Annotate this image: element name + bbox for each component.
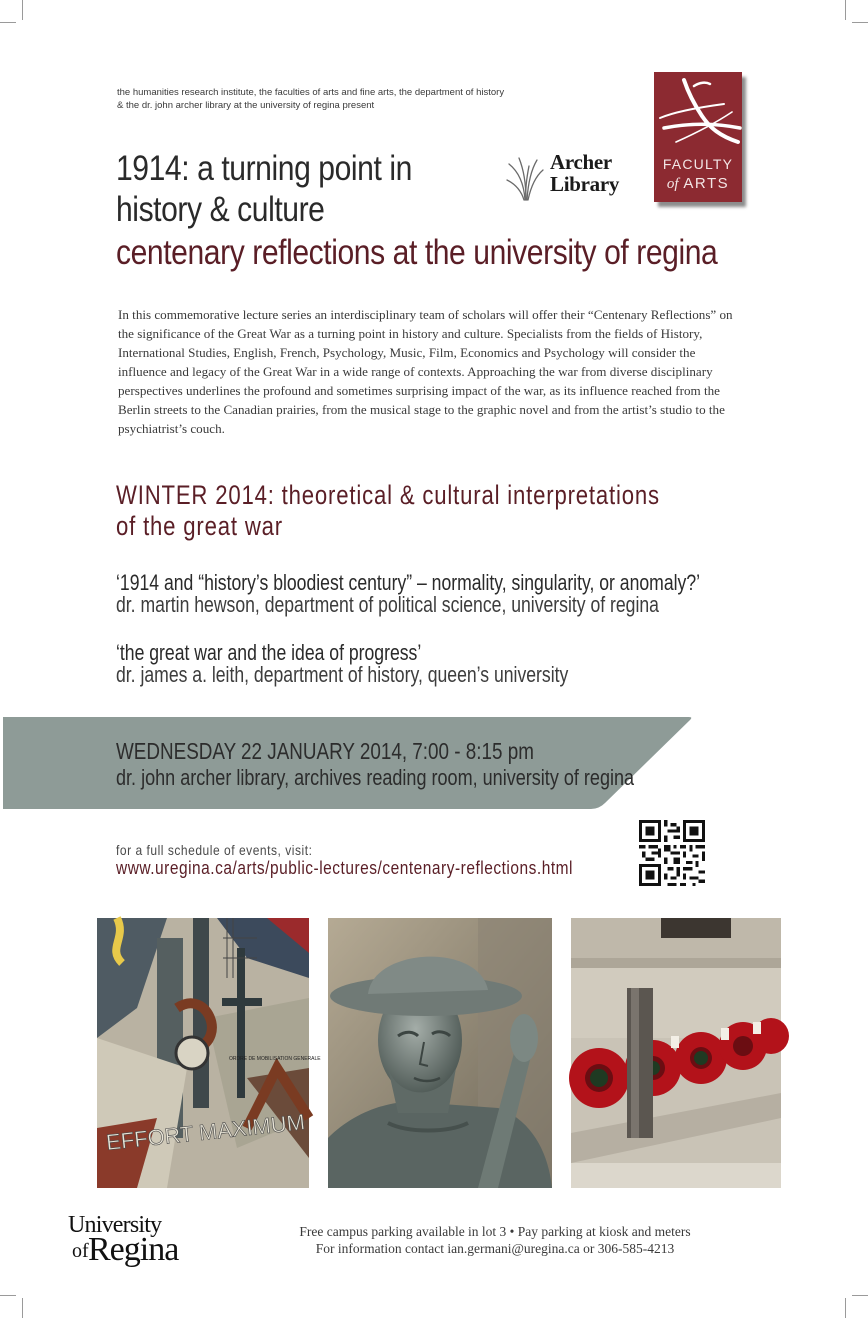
footer-contact-line: For information contact ian.germani@uregina.ca or 306-585-4213 <box>315 1241 675 1256</box>
lecture-title: ‘the great war and the idea of progress’ <box>116 640 422 665</box>
title-line: history & culture <box>116 190 325 229</box>
archer-library-wordmark <box>550 151 619 195</box>
series-heading <box>116 480 660 542</box>
lecture-speaker: dr. james a. leith, department of history, queen’s university <box>116 662 569 687</box>
crop-mark <box>0 1295 16 1296</box>
intro-paragraph: In this commemorative lecture series an interdisciplinary team of scholars will offer their “Centenary Reflections” on the significance of the Great War as a turning point in history and culture. Specialists from the fields of History, International Studies, English, French, Psychology, Music, Film, Economics and Psychology will consider the influence and legacy of the Great War in a wide range of contexts. Approaching the war from diverse disciplinary perspectives underlines the profound and sometimes surprising impact of the war, as its influence reached from the Berlin streets to the Canadian prairies, from the musical stage to the graphic novel and from the artist’s studio to the psychiatrist’s couch. <box>118 307 733 436</box>
faculty-arts-word: ARTS <box>683 175 730 192</box>
presenters-line: & the dr. john archer library at the university of regina present <box>117 100 375 111</box>
lecture-speaker: dr. martin hewson, department of political science, university of regina <box>116 592 659 617</box>
event-venue: dr. john archer library, archives reading room, university of regina <box>116 765 635 790</box>
soldier-statue-image <box>328 918 552 1188</box>
futurist-painting-image <box>97 918 321 1188</box>
wreaths-illustration <box>571 918 781 1188</box>
crop-mark <box>845 0 846 20</box>
painting-illustration <box>97 918 321 1188</box>
archer-wordmark-line: Library <box>550 172 620 196</box>
university-of-regina-logo <box>68 1212 198 1272</box>
event-banner <box>3 717 693 809</box>
archer-library-logo <box>505 150 635 202</box>
uregina-of-word: of <box>72 1240 89 1262</box>
footer-info <box>250 1223 740 1257</box>
title-line: 1914: a turning point in <box>116 149 412 188</box>
crop-mark <box>852 22 868 23</box>
crop-mark <box>845 1298 846 1318</box>
painting-text-top: ORDRE DE MOBILISATION GENERALE <box>229 1056 321 1062</box>
poppy-wreaths-image <box>571 918 781 1188</box>
presenters-line: the humanities research institute, the faculties of arts and fine arts, the department of history <box>117 87 505 98</box>
faculty-wordmark-line: FACULTY <box>662 156 734 172</box>
faculty-of-word: of <box>666 176 679 192</box>
event-date: WEDNESDAY 22 JANUARY 2014, 7:00 - 8:15 pm <box>116 738 534 764</box>
grass-icon <box>505 154 545 202</box>
schedule-label: for a full schedule of events, visit: <box>116 842 313 858</box>
statue-illustration <box>328 918 552 1188</box>
brush-stroke-icon <box>654 72 742 152</box>
crop-mark <box>852 1295 868 1296</box>
faculty-of-arts-logo <box>654 72 742 202</box>
series-heading-line: of the great war <box>116 511 283 541</box>
page-title <box>116 148 412 230</box>
crop-mark <box>22 0 23 20</box>
series-heading-line: WINTER 2014: theoretical & cultural interpretations <box>116 480 660 510</box>
uregina-name-word: Regina <box>88 1231 179 1268</box>
faculty-wordmark-line <box>654 175 742 193</box>
crop-mark <box>22 1298 23 1318</box>
painting-text-bottom: EFFORT MAXIMUM <box>104 1109 307 1155</box>
archer-wordmark-line: Archer <box>550 150 612 174</box>
footer-parking-line: Free campus parking available in lot 3 • Pay parking at kiosk and meters <box>299 1224 691 1239</box>
crop-mark <box>0 22 16 23</box>
qr-code-icon[interactable] <box>639 820 705 886</box>
schedule-link[interactable]: www.uregina.ca/arts/public-lectures/centenary-reflections.html <box>116 858 574 878</box>
page-subtitle: centenary reflections at the university of regina <box>116 233 718 272</box>
presenters-credit <box>117 86 557 112</box>
uregina-wordmark-line: University <box>68 1212 162 1238</box>
lecture-title: ‘1914 and “history’s bloodiest century” – normality, singularity, or anomaly?’ <box>116 570 701 595</box>
